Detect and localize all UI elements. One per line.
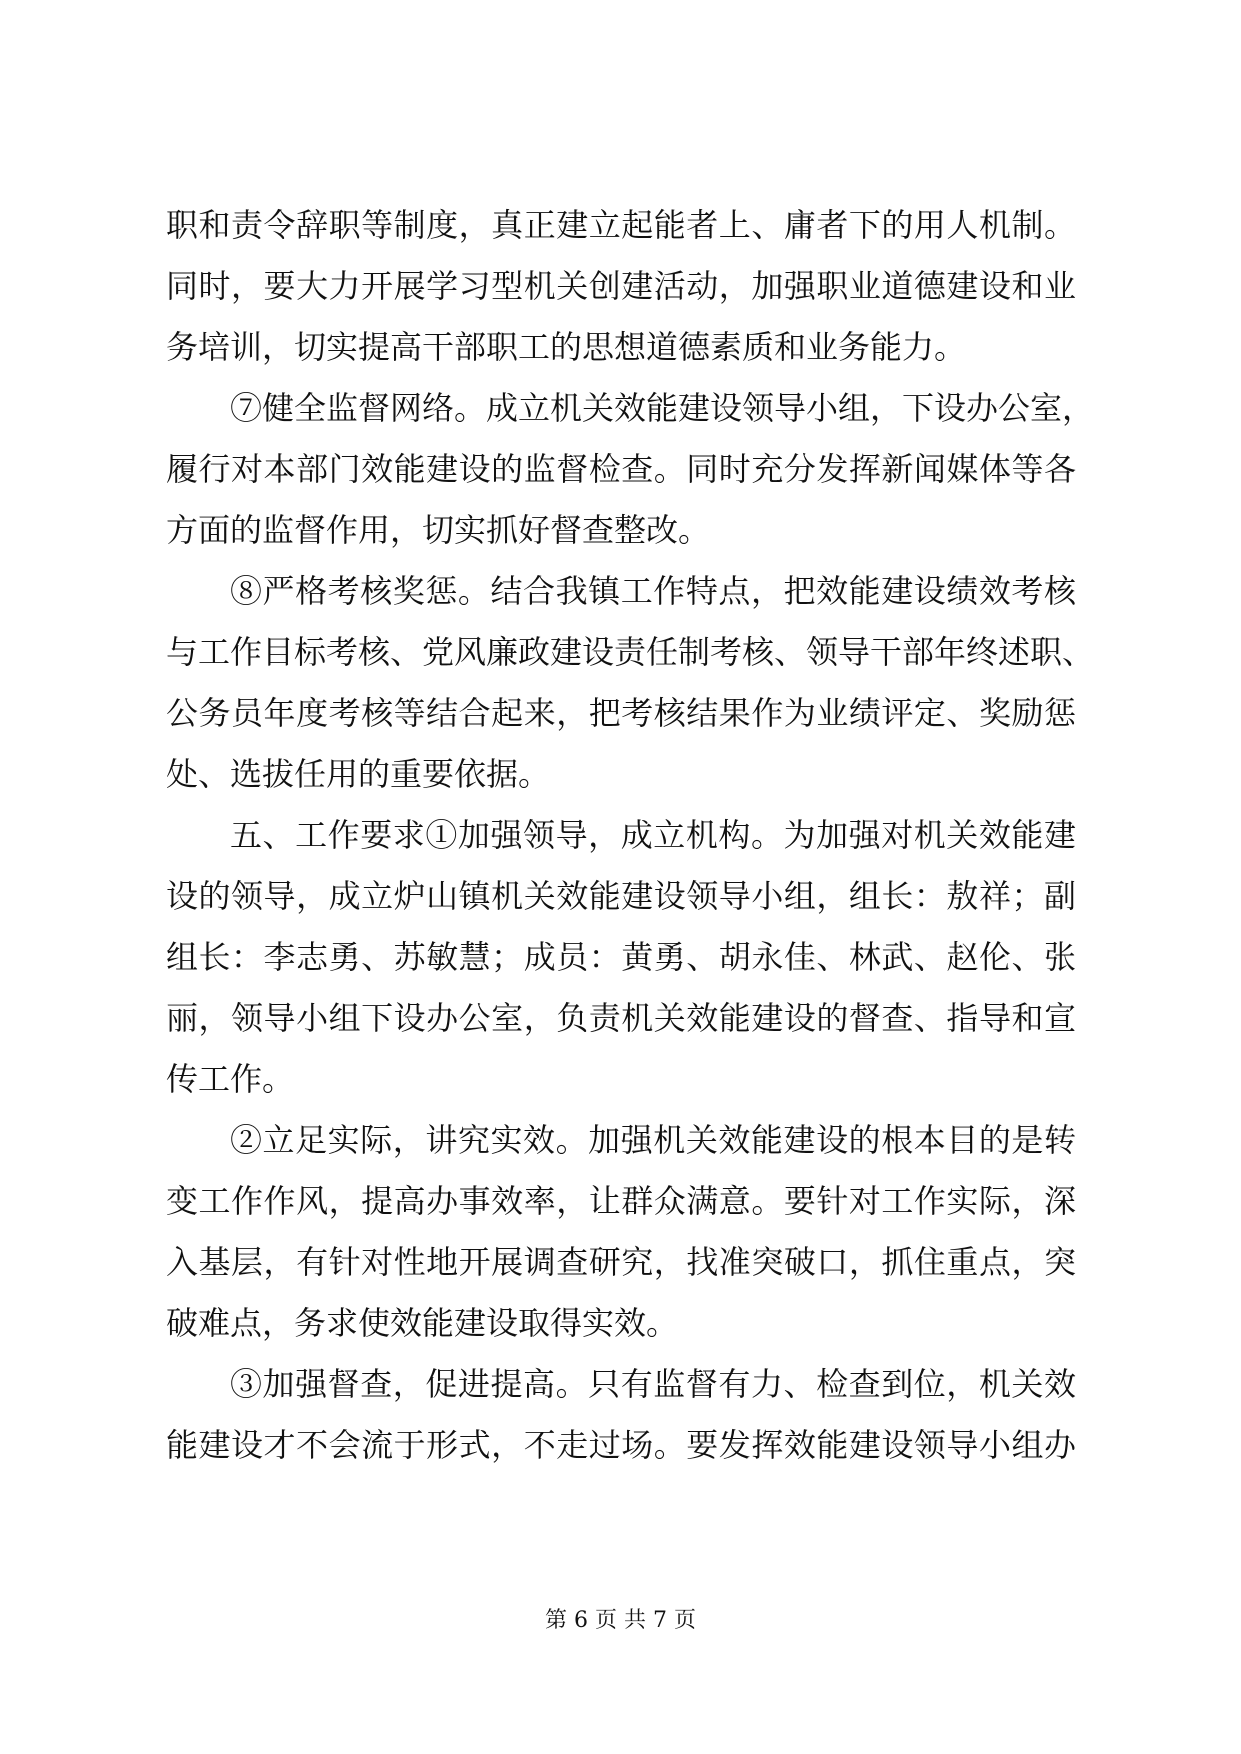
text-line: 同时，要大力开展学习型机关创建活动，加强职业道德建设和业 xyxy=(166,267,1076,305)
text-line: 变工作作风，提高办事效率，让群众满意。要针对工作实际，深 xyxy=(166,1182,1076,1220)
text-line: ②立足实际，讲究实效。加强机关效能建设的根本目的是转 xyxy=(230,1121,1076,1159)
text-line: 传工作。 xyxy=(166,1060,295,1098)
text-line: ⑧严格考核奖惩。结合我镇工作特点，把效能建设绩效考核 xyxy=(230,572,1076,610)
text-line: ⑦健全监督网络。成立机关效能建设领导小组，下设办公室， xyxy=(230,389,1095,427)
text-line: 入基层，有针对性地开展调查研究，找准突破口，抓住重点，突 xyxy=(166,1243,1076,1281)
text-line: 设的领导，成立炉山镇机关效能建设领导小组，组长：敖祥；副 xyxy=(166,877,1076,915)
text-line: 职和责令辞职等制度，真正建立起能者上、庸者下的用人机制。 xyxy=(166,206,1076,244)
text-line: 履行对本部门效能建设的监督检查。同时充分发挥新闻媒体等各 xyxy=(166,450,1076,488)
text-line: 方面的监督作用，切实抓好督查整改。 xyxy=(166,511,711,549)
text-line: 能建设才不会流于形式，不走过场。要发挥效能建设领导小组办 xyxy=(166,1426,1076,1464)
text-line: 丽，领导小组下设办公室，负责机关效能建设的督查、指导和宣 xyxy=(166,999,1076,1037)
page-number-footer: 第 6 页 共 7 页 xyxy=(545,1608,696,1633)
text-line: 处、选拔任用的重要依据。 xyxy=(166,755,551,793)
text-line: 务培训，切实提高干部职工的思想道德素质和业务能力。 xyxy=(166,328,967,366)
text-line: 与工作目标考核、党风廉政建设责任制考核、领导干部年终述职、 xyxy=(166,633,1095,671)
text-line: ③加强督查，促进提高。只有监督有力、检查到位，机关效 xyxy=(230,1365,1076,1403)
text-line: 破难点，务求使效能建设取得实效。 xyxy=(166,1304,679,1342)
document-body xyxy=(166,195,1095,1476)
text-line: 组长：李志勇、苏敏慧；成员：黄勇、胡永佳、林武、赵伦、张 xyxy=(166,938,1076,976)
text-line: 五、工作要求①加强领导，成立机构。为加强对机关效能建 xyxy=(230,816,1076,854)
text-line: 公务员年度考核等结合起来，把考核结果作为业绩评定、奖励惩 xyxy=(166,694,1076,732)
